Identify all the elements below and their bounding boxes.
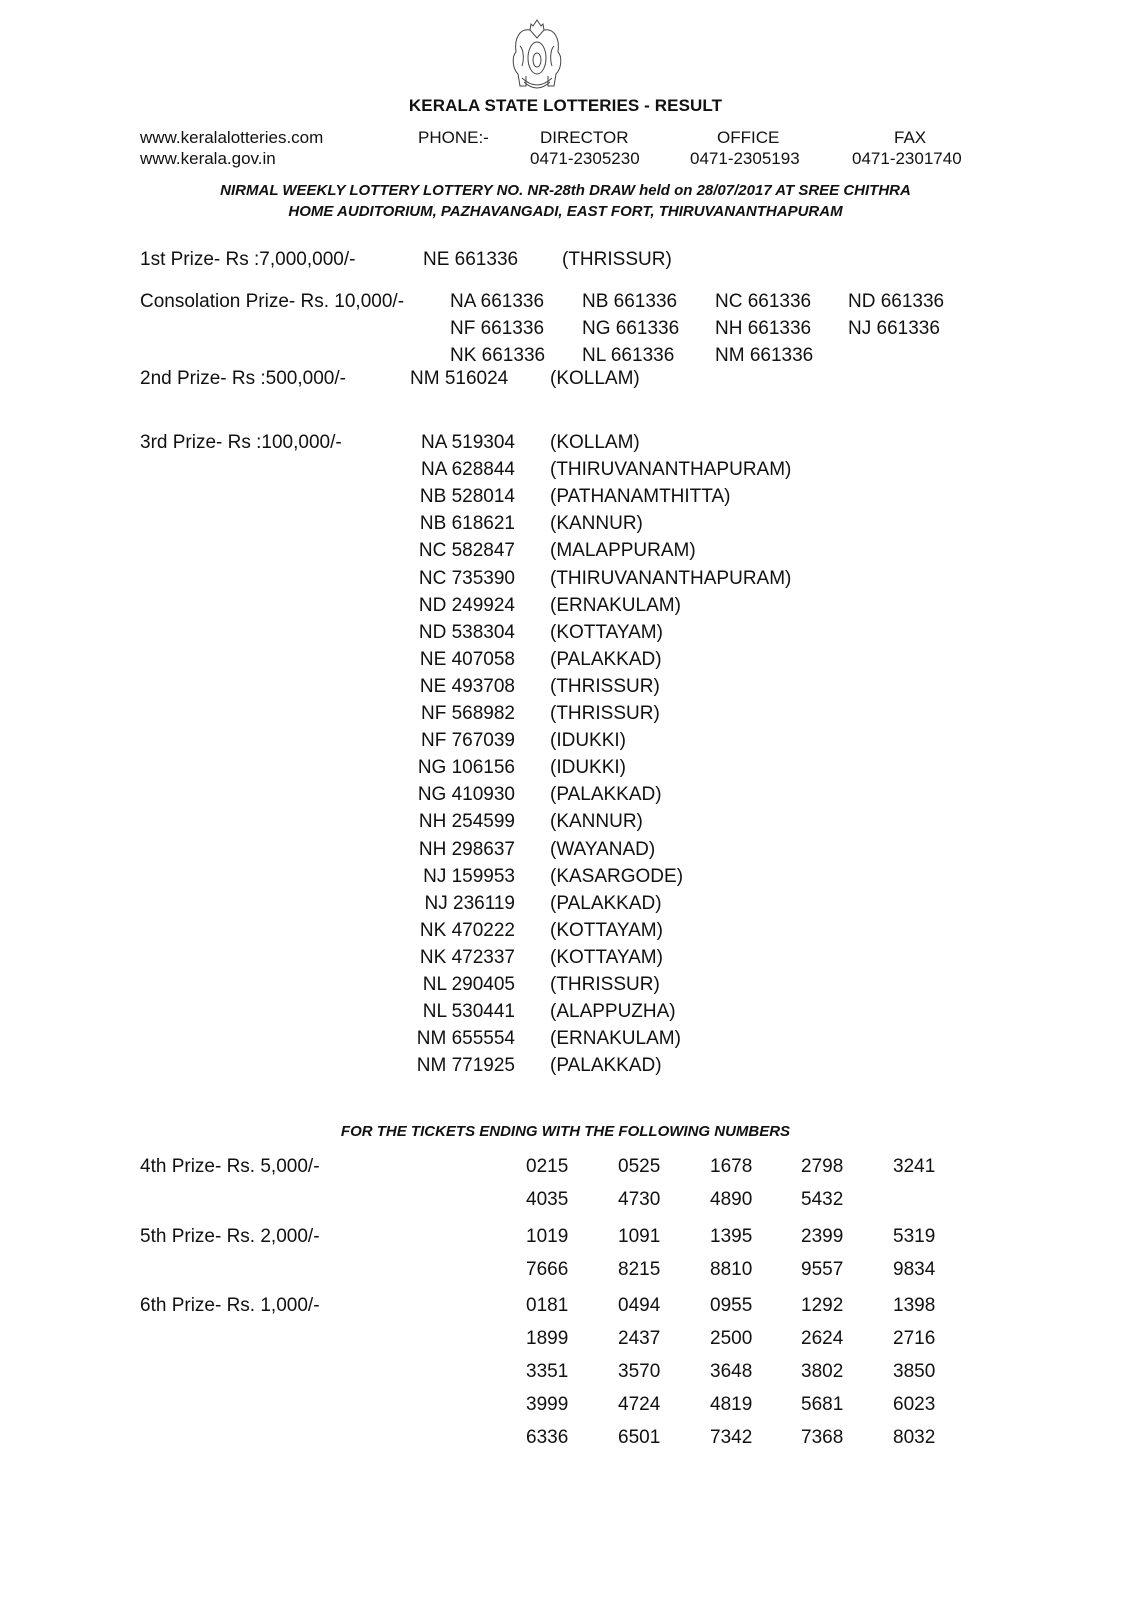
ending-number: 1398 [893, 1295, 936, 1316]
third-prize-district: (KANNUR) [550, 513, 643, 535]
third-prize-ticket: NC 582847 [418, 540, 515, 562]
ending-number: 8215 [618, 1259, 661, 1280]
third-prize-ticket: NK 470222 [419, 919, 515, 941]
ending-number: 0181 [526, 1295, 569, 1316]
third-prize-district: (IDUKKI) [550, 757, 626, 779]
second-prize-ticket: NM 516024 [410, 368, 509, 389]
consolation-ticket: NG 661336 [582, 318, 680, 339]
consolation-ticket: ND 661336 [848, 291, 945, 312]
ending-number: 0525 [618, 1156, 661, 1177]
third-prize-ticket: NK 472337 [419, 946, 515, 968]
third-prize-ticket: NC 735390 [418, 567, 515, 589]
ending-number: 3241 [893, 1156, 936, 1177]
sixth-prize-label: 6th Prize- Rs. 1,000/- [140, 1295, 320, 1316]
draw-info-line-2: HOME AUDITORIUM, PAZHAVANGADI, EAST FORT, THIRUVANANTHAPURAM [288, 203, 843, 220]
third-prize-ticket: NM 655554 [416, 1028, 515, 1050]
third-prize-district: (PALAKKAD) [550, 1055, 662, 1077]
third-prize-label: 3rd Prize- Rs :100,000/- [140, 432, 342, 453]
third-prize-district: (PALAKKAD) [550, 784, 662, 806]
fax-number: 0471-2301740 [852, 149, 962, 168]
ending-number: 0215 [526, 1156, 569, 1177]
third-prize-district: (THRISSUR) [550, 974, 660, 995]
consolation-ticket: NK 661336 [450, 345, 546, 366]
third-prize-ticket: NB 528014 [419, 486, 515, 508]
ending-number: 5432 [801, 1189, 844, 1210]
third-prize-ticket: NM 771925 [416, 1055, 515, 1077]
ending-number: 0494 [618, 1295, 661, 1316]
first-prize-ticket: NE 661336 [423, 249, 519, 270]
website-link[interactable]: www.keralalotteries.com [140, 128, 324, 147]
third-prize-ticket: NE 493708 [419, 675, 515, 697]
third-prize-ticket: NL 290405 [422, 974, 515, 995]
ending-number: 8810 [710, 1259, 753, 1280]
ending-number: 4730 [618, 1189, 661, 1210]
office-phone: 0471-2305193 [690, 149, 800, 168]
third-prize-ticket: NA 519304 [420, 432, 515, 453]
ending-number: 9557 [801, 1259, 844, 1280]
website-link[interactable]: www.kerala.gov.in [140, 149, 276, 168]
third-prize-ticket: NG 410930 [417, 784, 515, 806]
third-prize-district: (ERNAKULAM) [550, 594, 681, 616]
ending-number: 7342 [710, 1427, 753, 1448]
consolation-prize-label: Consolation Prize- Rs. 10,000/- [140, 291, 405, 312]
consolation-ticket: NM 661336 [715, 345, 814, 366]
ending-number: 2500 [710, 1328, 753, 1349]
fourth-prize-label: 4th Prize- Rs. 5,000/- [140, 1156, 320, 1177]
kerala-emblem-icon [506, 16, 568, 94]
third-prize-district: (KOTTAYAM) [550, 621, 663, 643]
third-prize-district: (PALAKKAD) [550, 648, 662, 670]
third-prize-district: (THRISSUR) [550, 703, 660, 724]
ending-number: 3648 [710, 1361, 753, 1382]
third-prize-district: (THRISSUR) [550, 675, 660, 697]
ending-number: 3850 [893, 1361, 936, 1382]
ending-number: 2716 [893, 1328, 936, 1349]
ending-number: 1678 [710, 1156, 753, 1177]
ending-number: 3570 [618, 1361, 661, 1382]
ending-number: 2624 [801, 1328, 844, 1349]
third-prize-district: (PALAKKAD) [550, 892, 662, 914]
ending-number: 7666 [526, 1259, 569, 1280]
third-prize-district: (ERNAKULAM) [550, 1028, 681, 1050]
ending-number: 1292 [801, 1295, 844, 1316]
ending-number: 5319 [893, 1226, 936, 1247]
ending-number: 3999 [526, 1394, 569, 1415]
third-prize-ticket: NF 568982 [420, 703, 515, 724]
ending-number: 4035 [526, 1189, 569, 1210]
ending-number: 2798 [801, 1156, 844, 1177]
third-prize-district: (KOLLAM) [550, 432, 640, 453]
ending-number: 5681 [801, 1394, 844, 1415]
third-prize-ticket: NG 106156 [417, 757, 515, 779]
consolation-ticket: NC 661336 [715, 291, 812, 312]
ending-number: 2399 [801, 1226, 844, 1247]
third-prize-district: (ALAPPUZHA) [550, 1001, 676, 1023]
consolation-ticket: NF 661336 [450, 318, 545, 339]
third-prize-district: (KOTTAYAM) [550, 946, 663, 968]
third-prize-ticket: NL 530441 [422, 1001, 515, 1023]
ending-number: 9834 [893, 1259, 936, 1280]
third-prize-ticket: NJ 159953 [423, 865, 515, 887]
draw-info-line-1: NIRMAL WEEKLY LOTTERY LOTTERY NO. NR-28th DRAW held on 28/07/2017 AT SREE CHITHRA [220, 182, 911, 199]
ending-number: 6336 [526, 1427, 569, 1448]
second-prize-label: 2nd Prize- Rs :500,000/- [140, 368, 346, 389]
fifth-prize-label: 5th Prize- Rs. 2,000/- [140, 1226, 320, 1247]
ending-number: 6023 [893, 1394, 936, 1415]
third-prize-district: (THIRUVANANTHAPURAM) [550, 459, 792, 481]
consolation-ticket: NL 661336 [582, 345, 675, 366]
ending-number: 3351 [526, 1361, 569, 1382]
ending-number: 1899 [526, 1328, 569, 1349]
ending-number: 1019 [526, 1226, 569, 1247]
ending-number: 4724 [618, 1394, 661, 1415]
phone-label: PHONE:- [418, 128, 489, 147]
third-prize-ticket: NH 298637 [418, 838, 515, 860]
ending-numbers-heading: FOR THE TICKETS ENDING WITH THE FOLLOWING NUMBERS [340, 1123, 791, 1140]
first-prize-district: (THRISSUR) [562, 249, 672, 270]
ending-number: 4890 [710, 1189, 753, 1210]
director-label: DIRECTOR [540, 128, 629, 147]
ending-number: 1091 [618, 1226, 661, 1247]
third-prize-ticket: NE 407058 [419, 648, 515, 670]
first-prize-label: 1st Prize- Rs :7,000,000/- [140, 249, 356, 270]
ending-number: 7368 [801, 1427, 844, 1448]
ending-number: 2437 [618, 1328, 661, 1349]
third-prize-ticket: NF 767039 [420, 730, 515, 752]
ending-number: 1395 [710, 1226, 753, 1247]
third-prize-district: (THIRUVANANTHAPURAM) [550, 567, 792, 589]
third-prize-district: (IDUKKI) [550, 730, 626, 752]
director-phone: 0471-2305230 [530, 149, 640, 168]
consolation-ticket: NJ 661336 [848, 318, 940, 339]
ending-number: 4819 [710, 1394, 753, 1415]
ending-number: 0955 [710, 1295, 753, 1316]
ending-number: 3802 [801, 1361, 844, 1382]
third-prize-ticket: NJ 236119 [424, 892, 515, 914]
page-title: KERALA STATE LOTTERIES - RESULT [408, 96, 723, 115]
third-prize-ticket: NA 628844 [420, 459, 515, 481]
office-label: OFFICE [717, 128, 780, 147]
consolation-ticket: NH 661336 [715, 318, 812, 339]
third-prize-district: (KOTTAYAM) [550, 919, 663, 941]
third-prize-district: (KANNUR) [550, 811, 643, 833]
second-prize-district: (KOLLAM) [550, 368, 640, 389]
third-prize-district: (MALAPPURAM) [550, 540, 696, 562]
third-prize-district: (KASARGODE) [550, 865, 684, 887]
fax-label: FAX [894, 128, 927, 147]
ending-number: 8032 [893, 1427, 936, 1448]
third-prize-ticket: ND 249924 [418, 594, 515, 616]
ending-number: 6501 [618, 1427, 661, 1448]
third-prize-ticket: NH 254599 [418, 811, 515, 833]
third-prize-ticket: NB 618621 [419, 513, 515, 535]
third-prize-district: (PATHANAMTHITTA) [550, 486, 731, 508]
consolation-ticket: NA 661336 [450, 291, 545, 312]
consolation-ticket: NB 661336 [582, 291, 678, 312]
third-prize-district: (WAYANAD) [550, 838, 656, 860]
third-prize-ticket: ND 538304 [418, 621, 515, 643]
